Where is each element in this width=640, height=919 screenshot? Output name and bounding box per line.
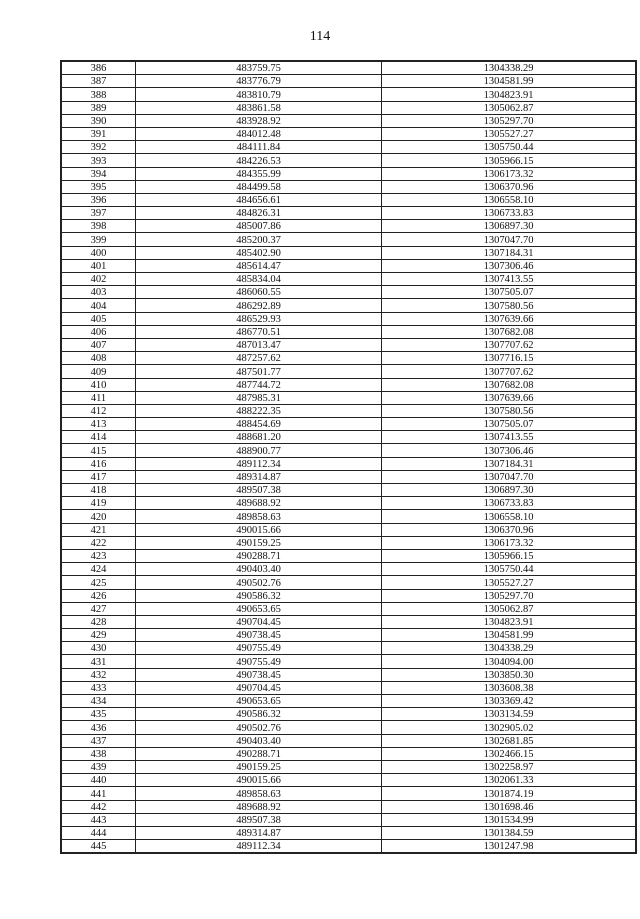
y-coordinate-cell: 1305966.15: [382, 549, 637, 562]
x-coordinate-cell: 489314.87: [136, 470, 382, 483]
point-number-cell: 390: [61, 114, 136, 127]
point-number-cell: 420: [61, 510, 136, 523]
x-coordinate-cell: 490015.66: [136, 523, 382, 536]
table-row: [61, 563, 636, 576]
point-number-cell: 421: [61, 523, 136, 536]
y-coordinate-cell: 1307413.55: [382, 431, 637, 444]
x-coordinate-cell: 484656.61: [136, 193, 382, 206]
y-coordinate-cell: 1301874.19: [382, 787, 637, 800]
table-row: [61, 378, 636, 391]
point-number-cell: 400: [61, 246, 136, 259]
x-coordinate-cell: 489507.38: [136, 484, 382, 497]
point-number-cell: 392: [61, 141, 136, 154]
point-number-cell: 403: [61, 286, 136, 299]
table-row: [61, 167, 636, 180]
y-coordinate-cell: 1307707.62: [382, 338, 637, 351]
point-number-cell: 430: [61, 642, 136, 655]
point-number-cell: 387: [61, 75, 136, 88]
y-coordinate-cell: 1307184.31: [382, 457, 637, 470]
y-coordinate-cell: 1306370.96: [382, 180, 637, 193]
x-coordinate-cell: 489858.63: [136, 787, 382, 800]
y-coordinate-cell: 1304823.91: [382, 615, 637, 628]
x-coordinate-cell: 483861.58: [136, 101, 382, 114]
point-number-cell: 414: [61, 431, 136, 444]
coordinates-table-body: [61, 61, 636, 853]
table-row: [61, 338, 636, 351]
table-row: [61, 312, 636, 325]
point-number-cell: 422: [61, 536, 136, 549]
table-row: [61, 286, 636, 299]
y-coordinate-cell: 1307306.46: [382, 259, 637, 272]
y-coordinate-cell: 1307047.70: [382, 470, 637, 483]
y-coordinate-cell: 1307505.07: [382, 286, 637, 299]
table-row: [61, 484, 636, 497]
y-coordinate-cell: 1307184.31: [382, 246, 637, 259]
table-row: [61, 774, 636, 787]
table-row: [61, 325, 636, 338]
table-row: [61, 220, 636, 233]
table-row: [61, 127, 636, 140]
table-row: [61, 180, 636, 193]
point-number-cell: 397: [61, 207, 136, 220]
point-number-cell: 395: [61, 180, 136, 193]
point-number-cell: 396: [61, 193, 136, 206]
x-coordinate-cell: 486292.89: [136, 299, 382, 312]
y-coordinate-cell: 1304581.99: [382, 629, 637, 642]
x-coordinate-cell: 487744.72: [136, 378, 382, 391]
y-coordinate-cell: 1301534.99: [382, 813, 637, 826]
point-number-cell: 445: [61, 840, 136, 854]
point-number-cell: 436: [61, 721, 136, 734]
table-row: [61, 800, 636, 813]
point-number-cell: 427: [61, 602, 136, 615]
point-number-cell: 441: [61, 787, 136, 800]
y-coordinate-cell: 1301698.46: [382, 800, 637, 813]
point-number-cell: 434: [61, 695, 136, 708]
point-number-cell: 413: [61, 418, 136, 431]
table-row: [61, 101, 636, 114]
y-coordinate-cell: 1307505.07: [382, 418, 637, 431]
x-coordinate-cell: 490586.32: [136, 708, 382, 721]
y-coordinate-cell: 1305527.27: [382, 576, 637, 589]
y-coordinate-cell: 1303850.30: [382, 668, 637, 681]
point-number-cell: 398: [61, 220, 136, 233]
table-row: [61, 88, 636, 101]
point-number-cell: 415: [61, 444, 136, 457]
y-coordinate-cell: 1307306.46: [382, 444, 637, 457]
table-row: [61, 721, 636, 734]
table-row: [61, 787, 636, 800]
y-coordinate-cell: 1305297.70: [382, 114, 637, 127]
x-coordinate-cell: 489688.92: [136, 800, 382, 813]
coordinates-table: [60, 60, 637, 854]
y-coordinate-cell: 1306173.32: [382, 536, 637, 549]
table-row: [61, 259, 636, 272]
y-coordinate-cell: 1306558.10: [382, 510, 637, 523]
point-number-cell: 388: [61, 88, 136, 101]
x-coordinate-cell: 490586.32: [136, 589, 382, 602]
x-coordinate-cell: 490288.71: [136, 549, 382, 562]
table-row: [61, 193, 636, 206]
x-coordinate-cell: 490755.49: [136, 642, 382, 655]
y-coordinate-cell: 1307639.66: [382, 391, 637, 404]
x-coordinate-cell: 487013.47: [136, 338, 382, 351]
y-coordinate-cell: 1304338.29: [382, 61, 637, 75]
point-number-cell: 412: [61, 404, 136, 417]
y-coordinate-cell: 1305750.44: [382, 563, 637, 576]
table-row: [61, 233, 636, 246]
table-row: [61, 602, 636, 615]
point-number-cell: 386: [61, 61, 136, 75]
y-coordinate-cell: 1307682.08: [382, 325, 637, 338]
x-coordinate-cell: 490159.25: [136, 536, 382, 549]
y-coordinate-cell: 1306370.96: [382, 523, 637, 536]
x-coordinate-cell: 490015.66: [136, 774, 382, 787]
x-coordinate-cell: 490704.45: [136, 615, 382, 628]
x-coordinate-cell: 490653.65: [136, 695, 382, 708]
table-row: [61, 391, 636, 404]
point-number-cell: 399: [61, 233, 136, 246]
x-coordinate-cell: 484226.53: [136, 154, 382, 167]
y-coordinate-cell: 1304823.91: [382, 88, 637, 101]
point-number-cell: 408: [61, 352, 136, 365]
table-row: [61, 352, 636, 365]
table-row: [61, 299, 636, 312]
table-row: [61, 365, 636, 378]
table-row: [61, 418, 636, 431]
x-coordinate-cell: 488681.20: [136, 431, 382, 444]
x-coordinate-cell: 488454.69: [136, 418, 382, 431]
x-coordinate-cell: 485402.90: [136, 246, 382, 259]
y-coordinate-cell: 1305062.87: [382, 101, 637, 114]
x-coordinate-cell: 484499.58: [136, 180, 382, 193]
table-row: [61, 75, 636, 88]
y-coordinate-cell: 1307413.55: [382, 273, 637, 286]
x-coordinate-cell: 488900.77: [136, 444, 382, 457]
table-row: [61, 431, 636, 444]
point-number-cell: 432: [61, 668, 136, 681]
point-number-cell: 431: [61, 655, 136, 668]
y-coordinate-cell: 1306733.83: [382, 207, 637, 220]
page-number: 114: [309, 29, 331, 44]
point-number-cell: 419: [61, 497, 136, 510]
table-row: [61, 813, 636, 826]
point-number-cell: 437: [61, 734, 136, 747]
point-number-cell: 401: [61, 259, 136, 272]
x-coordinate-cell: 487985.31: [136, 391, 382, 404]
y-coordinate-cell: 1306897.30: [382, 484, 637, 497]
point-number-cell: 425: [61, 576, 136, 589]
y-coordinate-cell: 1302258.97: [382, 760, 637, 773]
x-coordinate-cell: 490653.65: [136, 602, 382, 615]
table-row: [61, 470, 636, 483]
point-number-cell: 409: [61, 365, 136, 378]
x-coordinate-cell: 484355.99: [136, 167, 382, 180]
table-row: [61, 589, 636, 602]
x-coordinate-cell: 487257.62: [136, 352, 382, 365]
y-coordinate-cell: 1307639.66: [382, 312, 637, 325]
point-number-cell: 444: [61, 826, 136, 839]
y-coordinate-cell: 1306558.10: [382, 193, 637, 206]
table-row: [61, 655, 636, 668]
point-number-cell: 411: [61, 391, 136, 404]
x-coordinate-cell: 485200.37: [136, 233, 382, 246]
table-row: [61, 510, 636, 523]
table-row: [61, 273, 636, 286]
x-coordinate-cell: 486529.93: [136, 312, 382, 325]
table-row: [61, 840, 636, 854]
x-coordinate-cell: 489858.63: [136, 510, 382, 523]
point-number-cell: 423: [61, 549, 136, 562]
x-coordinate-cell: 483928.92: [136, 114, 382, 127]
table-row: [61, 497, 636, 510]
table-row: [61, 536, 636, 549]
y-coordinate-cell: 1307682.08: [382, 378, 637, 391]
table-row: [61, 642, 636, 655]
x-coordinate-cell: 488222.35: [136, 404, 382, 417]
point-number-cell: 407: [61, 338, 136, 351]
y-coordinate-cell: 1306173.32: [382, 167, 637, 180]
x-coordinate-cell: 489507.38: [136, 813, 382, 826]
table-row: [61, 207, 636, 220]
x-coordinate-cell: 489112.34: [136, 457, 382, 470]
point-number-cell: 429: [61, 629, 136, 642]
y-coordinate-cell: 1302905.02: [382, 721, 637, 734]
x-coordinate-cell: 486060.55: [136, 286, 382, 299]
point-number-cell: 394: [61, 167, 136, 180]
x-coordinate-cell: 483810.79: [136, 88, 382, 101]
x-coordinate-cell: 490738.45: [136, 668, 382, 681]
x-coordinate-cell: 489688.92: [136, 497, 382, 510]
x-coordinate-cell: 485834.04: [136, 273, 382, 286]
table-row: [61, 141, 636, 154]
table-row: [61, 576, 636, 589]
point-number-cell: 402: [61, 273, 136, 286]
x-coordinate-cell: 490704.45: [136, 681, 382, 694]
table-row: [61, 629, 636, 642]
y-coordinate-cell: 1301247.98: [382, 840, 637, 854]
y-coordinate-cell: 1303608.38: [382, 681, 637, 694]
point-number-cell: 405: [61, 312, 136, 325]
y-coordinate-cell: 1304338.29: [382, 642, 637, 655]
y-coordinate-cell: 1305750.44: [382, 141, 637, 154]
y-coordinate-cell: 1306897.30: [382, 220, 637, 233]
point-number-cell: 393: [61, 154, 136, 167]
table-row: [61, 734, 636, 747]
y-coordinate-cell: 1301384.59: [382, 826, 637, 839]
table-row: [61, 523, 636, 536]
point-number-cell: 435: [61, 708, 136, 721]
point-number-cell: 428: [61, 615, 136, 628]
x-coordinate-cell: 486770.51: [136, 325, 382, 338]
y-coordinate-cell: 1307580.56: [382, 404, 637, 417]
point-number-cell: 416: [61, 457, 136, 470]
x-coordinate-cell: 490403.40: [136, 563, 382, 576]
point-number-cell: 417: [61, 470, 136, 483]
y-coordinate-cell: 1302061.33: [382, 774, 637, 787]
y-coordinate-cell: 1303134.59: [382, 708, 637, 721]
y-coordinate-cell: 1302681.85: [382, 734, 637, 747]
point-number-cell: 426: [61, 589, 136, 602]
point-number-cell: 433: [61, 681, 136, 694]
x-coordinate-cell: 484012.48: [136, 127, 382, 140]
y-coordinate-cell: 1305527.27: [382, 127, 637, 140]
point-number-cell: 439: [61, 760, 136, 773]
table-row: [61, 444, 636, 457]
x-coordinate-cell: 490159.25: [136, 760, 382, 773]
table-row: [61, 708, 636, 721]
table-row: [61, 457, 636, 470]
y-coordinate-cell: 1305297.70: [382, 589, 637, 602]
table-row: [61, 246, 636, 259]
x-coordinate-cell: 490755.49: [136, 655, 382, 668]
y-coordinate-cell: 1307580.56: [382, 299, 637, 312]
x-coordinate-cell: 490502.76: [136, 576, 382, 589]
point-number-cell: 404: [61, 299, 136, 312]
table-row: [61, 681, 636, 694]
x-coordinate-cell: 487501.77: [136, 365, 382, 378]
y-coordinate-cell: 1305062.87: [382, 602, 637, 615]
x-coordinate-cell: 489314.87: [136, 826, 382, 839]
table-row: [61, 549, 636, 562]
y-coordinate-cell: 1306733.83: [382, 497, 637, 510]
x-coordinate-cell: 484111.84: [136, 141, 382, 154]
y-coordinate-cell: 1307716.15: [382, 352, 637, 365]
table-row: [61, 154, 636, 167]
table-row: [61, 404, 636, 417]
point-number-cell: 424: [61, 563, 136, 576]
table-row: [61, 747, 636, 760]
table-row: [61, 61, 636, 75]
x-coordinate-cell: 490738.45: [136, 629, 382, 642]
y-coordinate-cell: 1304581.99: [382, 75, 637, 88]
point-number-cell: 442: [61, 800, 136, 813]
x-coordinate-cell: 489112.34: [136, 840, 382, 854]
x-coordinate-cell: 485007.86: [136, 220, 382, 233]
x-coordinate-cell: 484826.31: [136, 207, 382, 220]
y-coordinate-cell: 1304094.00: [382, 655, 637, 668]
x-coordinate-cell: 483759.75: [136, 61, 382, 75]
table-row: [61, 826, 636, 839]
point-number-cell: 438: [61, 747, 136, 760]
x-coordinate-cell: 485614.47: [136, 259, 382, 272]
table-row: [61, 668, 636, 681]
table-row: [61, 760, 636, 773]
point-number-cell: 410: [61, 378, 136, 391]
table-row: [61, 695, 636, 708]
x-coordinate-cell: 483776.79: [136, 75, 382, 88]
x-coordinate-cell: 490403.40: [136, 734, 382, 747]
point-number-cell: 440: [61, 774, 136, 787]
table-row: [61, 114, 636, 127]
point-number-cell: 443: [61, 813, 136, 826]
point-number-cell: 389: [61, 101, 136, 114]
point-number-cell: 391: [61, 127, 136, 140]
point-number-cell: 406: [61, 325, 136, 338]
point-number-cell: 418: [61, 484, 136, 497]
x-coordinate-cell: 490288.71: [136, 747, 382, 760]
x-coordinate-cell: 490502.76: [136, 721, 382, 734]
table-row: [61, 615, 636, 628]
y-coordinate-cell: 1302466.15: [382, 747, 637, 760]
y-coordinate-cell: 1307047.70: [382, 233, 637, 246]
y-coordinate-cell: 1303369.42: [382, 695, 637, 708]
y-coordinate-cell: 1307707.62: [382, 365, 637, 378]
y-coordinate-cell: 1305966.15: [382, 154, 637, 167]
